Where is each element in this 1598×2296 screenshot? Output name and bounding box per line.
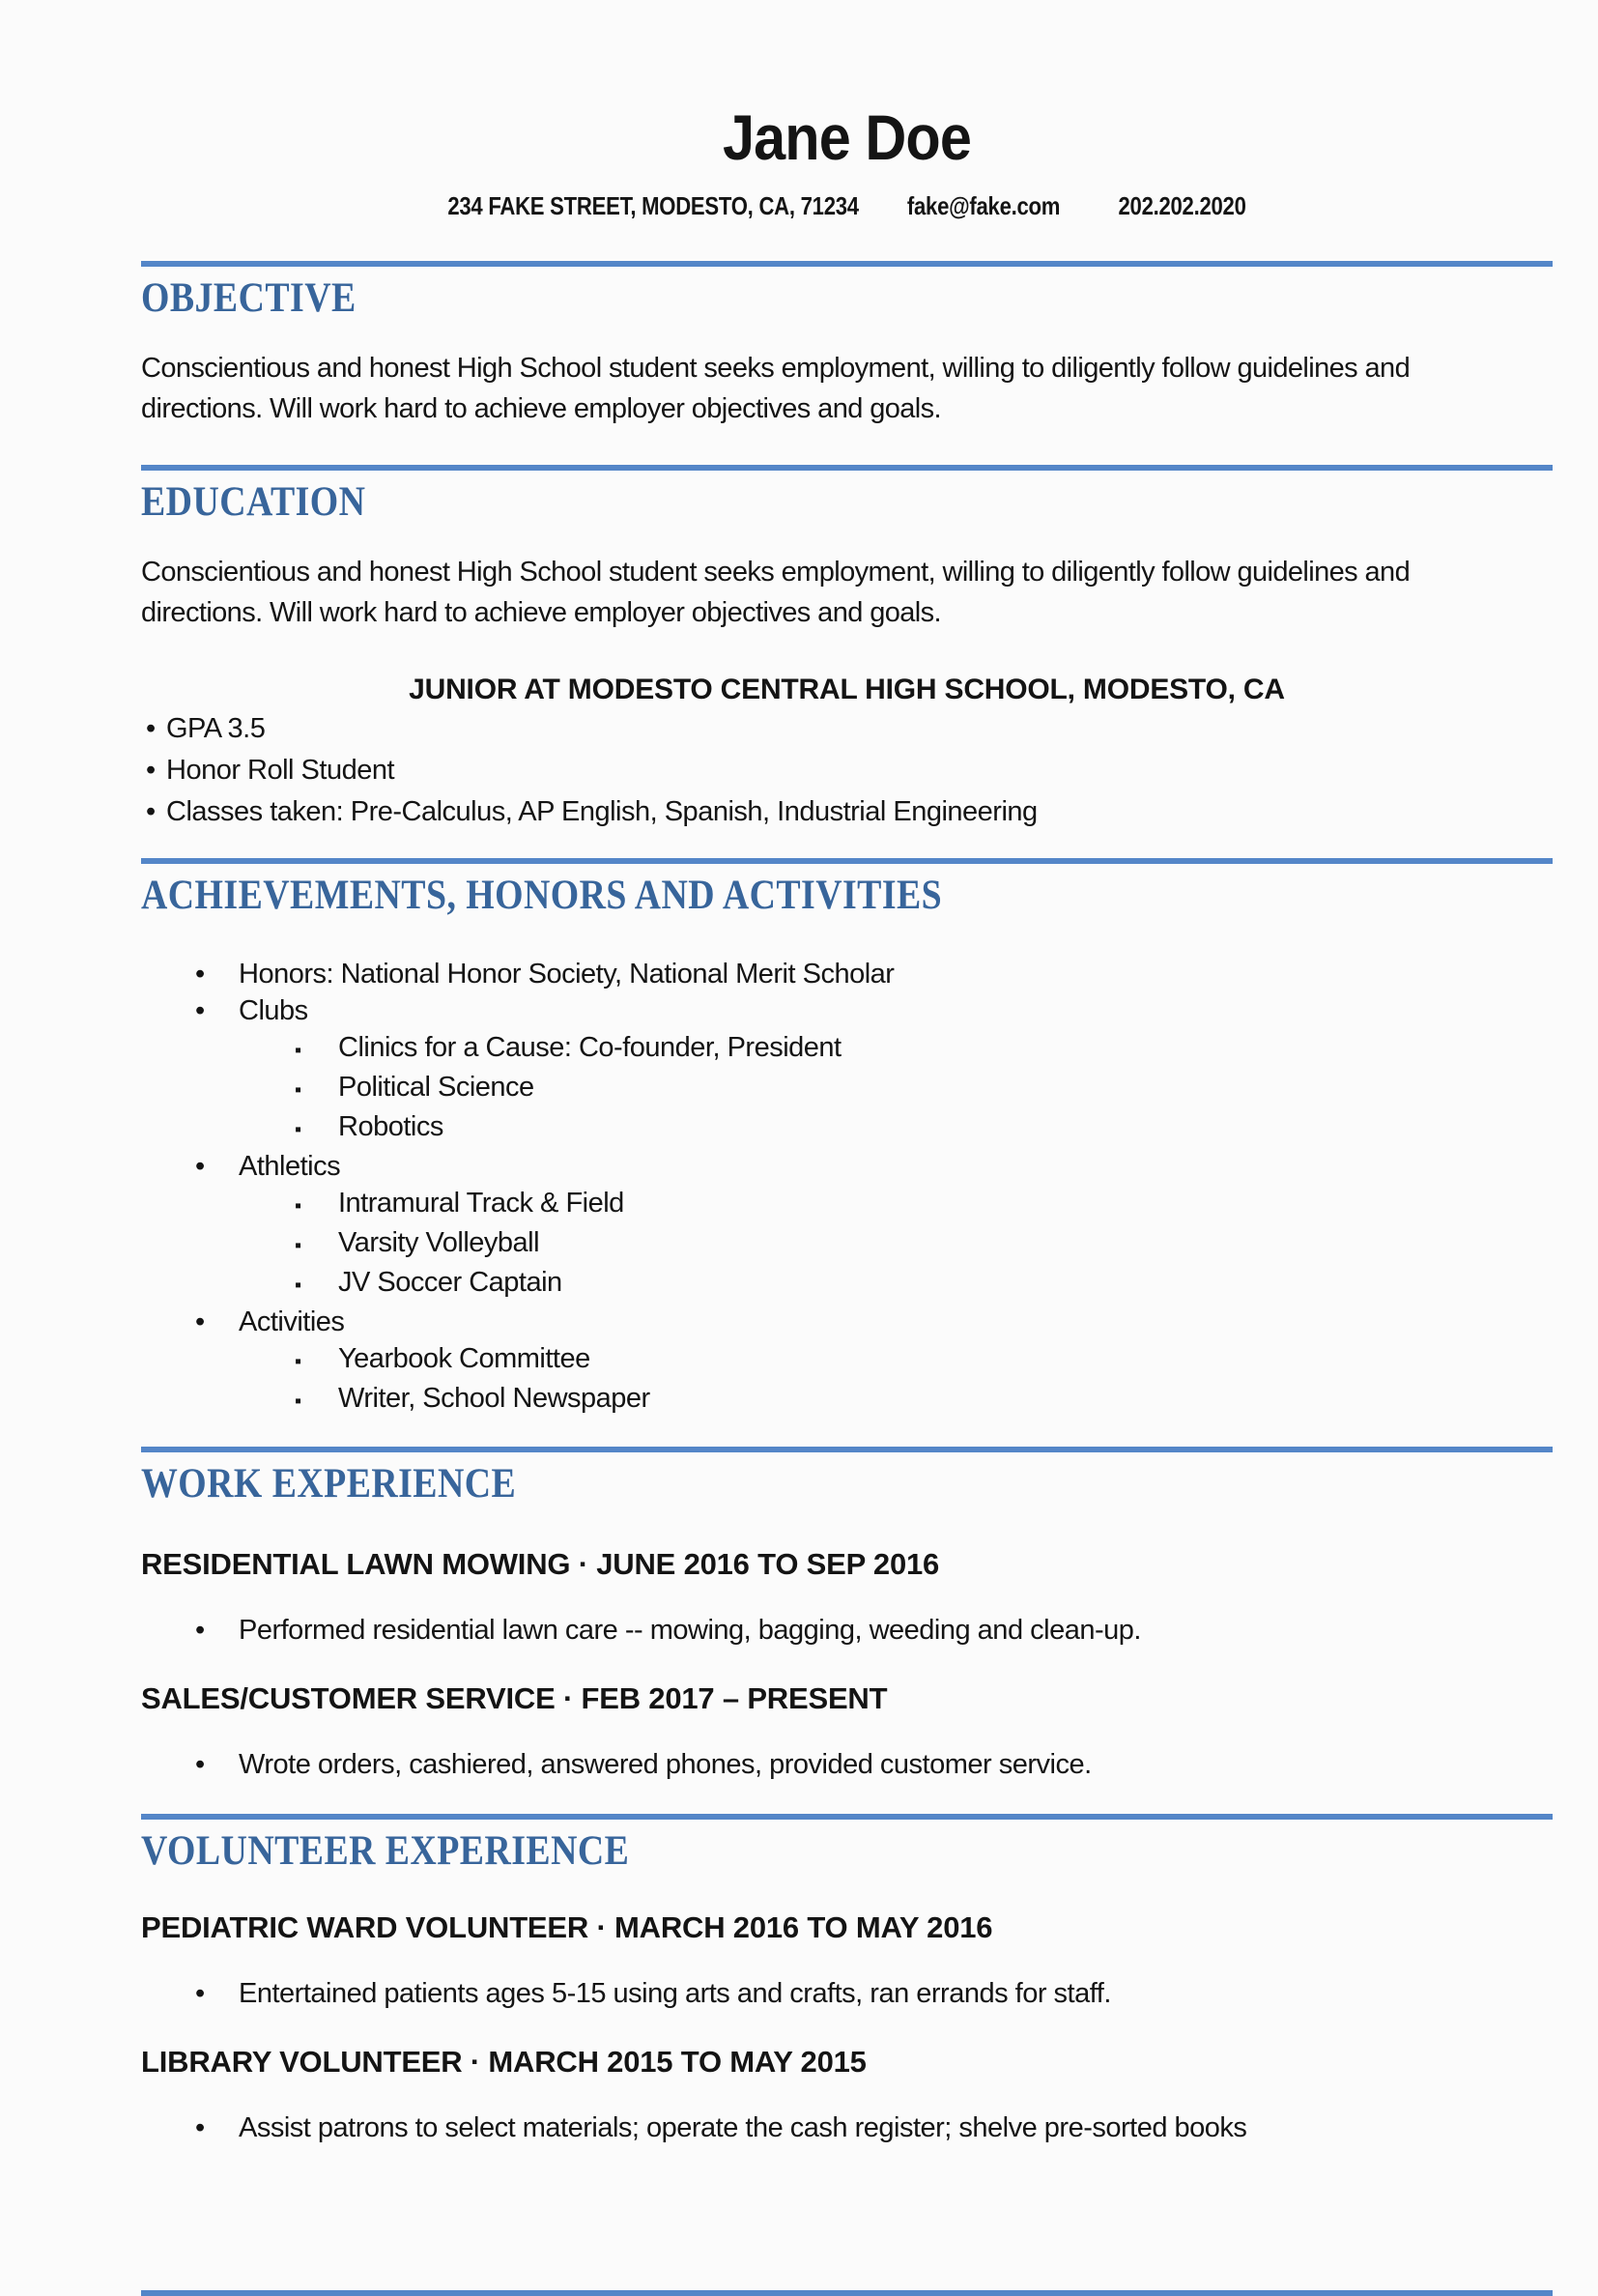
square-bullet-icon: ▪ <box>295 1119 301 1140</box>
list-item-text: Clinics for a Cause: Co-founder, President <box>338 1032 842 1063</box>
list-item-text: GPA 3.5 <box>166 713 266 744</box>
list-item-text: Political Science <box>338 1072 534 1103</box>
list-item-text: Wrote orders, cashiered, answered phones, provided customer service. <box>239 1749 1092 1780</box>
job-bullet-list <box>141 1973 1553 2015</box>
section-title-achievements: ACHIEVEMENTS, HONORS AND ACTIVITIES <box>141 873 943 918</box>
bottom-section-divider <box>141 2290 1553 2296</box>
job-bullet-list <box>141 2108 1553 2149</box>
section-divider <box>141 1447 1553 1452</box>
bullet-icon: • <box>195 1306 205 1337</box>
bullet-icon: • <box>195 995 205 1026</box>
contact-line <box>247 191 1447 220</box>
square-bullet-icon: ▪ <box>295 1040 301 1061</box>
job-heading: PEDIATRIC WARD VOLUNTEER · MARCH 2016 TO MAY 2016 <box>141 1910 993 1944</box>
section-divider <box>141 261 1553 267</box>
section-divider <box>141 465 1553 471</box>
section-work-experience <box>141 1447 1553 1786</box>
section-title-objective: OBJECTIVE <box>141 275 357 321</box>
list-item <box>141 1380 1553 1420</box>
list-item-text: Honor Roll Student <box>166 755 395 786</box>
bullet-icon: • <box>146 713 156 744</box>
job-heading: RESIDENTIAL LAWN MOWING · JUNE 2016 TO SEP 2016 <box>141 1547 940 1581</box>
list-item-text: Clubs <box>239 995 308 1026</box>
achievements-list <box>141 956 1553 1420</box>
list-item <box>141 2108 1553 2149</box>
list-item-text: Yearbook Committee <box>338 1343 590 1374</box>
bullet-icon: • <box>195 1749 205 1780</box>
list-item-text: Performed residential lawn care -- mowing, bagging, weeding and clean-up. <box>239 1615 1141 1646</box>
section-objective <box>141 261 1553 429</box>
list-item <box>141 791 1553 833</box>
list-item-text: Honors: National Honor Society, National Merit Scholar <box>239 959 895 990</box>
school-line: JUNIOR AT MODESTO CENTRAL HIGH SCHOOL, MODESTO, CA <box>409 674 1285 705</box>
list-item <box>141 1744 1553 1786</box>
list-item-text: Writer, School Newspaper <box>338 1383 650 1414</box>
section-title-volunteer: VOLUNTEER EXPERIENCE <box>141 1828 630 1874</box>
education-body: Conscientious and honest High School student seeks employment, willing to diligently follow guidelines and directions. Will work hard to achieve employer objectives and goals. <box>141 557 1411 628</box>
bullet-icon: • <box>195 2112 205 2143</box>
list-item <box>141 1973 1553 2015</box>
list-item <box>141 1224 1553 1264</box>
square-bullet-icon: ▪ <box>295 1195 301 1217</box>
bullet-icon: • <box>195 1978 205 2009</box>
section-volunteer-experience <box>141 1814 1553 2149</box>
list-item-text: Intramural Track & Field <box>338 1188 624 1219</box>
square-bullet-icon: ▪ <box>295 1275 301 1296</box>
list-item-text: Activities <box>239 1306 345 1337</box>
list-item <box>141 992 1553 1029</box>
list-item <box>141 1029 1553 1069</box>
list-item-text: Athletics <box>239 1151 341 1182</box>
list-item <box>141 1069 1553 1108</box>
bullet-icon: • <box>146 755 156 786</box>
list-item <box>141 1304 1553 1340</box>
list-item-text: Robotics <box>338 1111 443 1142</box>
list-item <box>141 1148 1553 1185</box>
section-divider <box>141 858 1553 864</box>
person-name: Jane Doe <box>723 101 971 173</box>
section-title-education: EDUCATION <box>141 479 366 525</box>
list-item <box>141 1185 1553 1224</box>
contact-phone: 202.202.2020 <box>1118 191 1246 220</box>
square-bullet-icon: ▪ <box>295 1235 301 1256</box>
list-item <box>141 1340 1553 1380</box>
list-item-text: Entertained patients ages 5-15 using arts and crafts, ran errands for staff. <box>239 1978 1111 2009</box>
list-item <box>141 750 1553 791</box>
bullet-icon: • <box>146 796 156 827</box>
resume-header <box>141 100 1553 220</box>
job-bullet-list <box>141 1610 1553 1651</box>
list-item <box>141 1610 1553 1651</box>
objective-body: Conscientious and honest High School student seeks employment, willing to diligently follow guidelines and directions. Will work hard to achieve employer objectives and goals. <box>141 353 1411 424</box>
section-achievements <box>141 858 1553 1420</box>
list-item-text: JV Soccer Captain <box>338 1267 562 1298</box>
list-item <box>141 1264 1553 1304</box>
square-bullet-icon: ▪ <box>295 1079 301 1101</box>
list-item <box>141 956 1553 992</box>
list-item-text: Classes taken: Pre-Calculus, AP English, Spanish, Industrial Engineering <box>166 796 1038 827</box>
list-item <box>141 708 1553 750</box>
square-bullet-icon: ▪ <box>295 1391 301 1412</box>
list-item <box>141 1108 1553 1148</box>
list-item-text: Assist patrons to select materials; operate the cash register; shelve pre-sorted books <box>239 2112 1247 2143</box>
contact-address: 234 FAKE STREET, MODESTO, CA, 71234 <box>447 191 859 220</box>
section-education <box>141 465 1553 833</box>
section-title-work: WORK EXPERIENCE <box>141 1461 517 1507</box>
education-list <box>141 708 1553 833</box>
bullet-icon: • <box>195 1615 205 1646</box>
job-bullet-list <box>141 1744 1553 1786</box>
section-divider <box>141 1814 1553 1820</box>
square-bullet-icon: ▪ <box>295 1351 301 1372</box>
bullet-icon: • <box>195 959 205 990</box>
list-item-text: Varsity Volleyball <box>338 1227 540 1258</box>
job-heading: SALES/CUSTOMER SERVICE · FEB 2017 – PRESENT <box>141 1681 888 1715</box>
job-heading: LIBRARY VOLUNTEER · MARCH 2015 TO MAY 2015 <box>141 2045 867 2079</box>
contact-email: fake@fake.com <box>906 191 1061 220</box>
bullet-icon: • <box>195 1151 205 1182</box>
